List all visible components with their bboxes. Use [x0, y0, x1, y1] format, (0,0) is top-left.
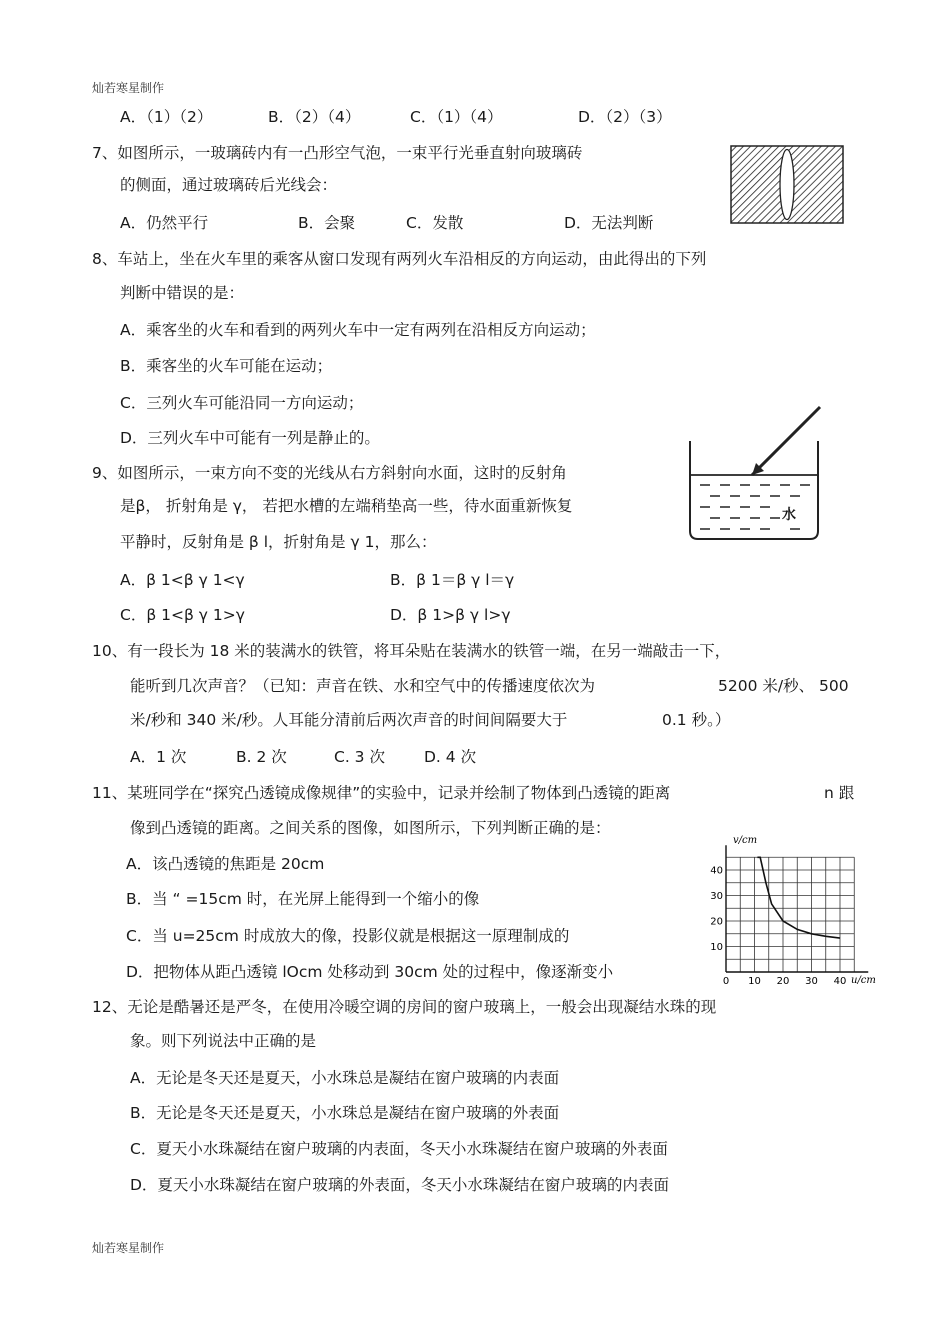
- chart-xlabel: u/cm: [851, 975, 876, 986]
- q6-option-c: C．（1）（4）: [410, 108, 503, 126]
- q11-option-b: B．当 “ =15cm 时，在光屏上能得到一个缩小的像: [126, 890, 480, 908]
- q12-option-c: C．夏天小水珠凝结在窗户玻璃的内表面，冬天小水珠凝结在窗户玻璃的外表面: [130, 1140, 668, 1158]
- q6-option-d: D．（2）（3）: [578, 108, 672, 126]
- glass-brick-figure: [730, 145, 845, 225]
- q11-stem-line1a: 11、某班同学在“探究凸透镜成像规律”的实验中，记录并绘制了物体到凸透镜的距离: [92, 784, 671, 802]
- q10-stem-line3b: 0.1 秒。）: [662, 711, 731, 729]
- q7-option-b: B．会聚: [298, 214, 356, 232]
- air-bubble-shape: [780, 150, 794, 220]
- q6-option-b: B．（2）（4）: [268, 108, 361, 126]
- q8-option-b: B．乘客坐的火车可能在运动；: [120, 357, 333, 375]
- q11-option-d: D．把物体从距凸透镜 lOcm 处移动到 30cm 处的过程中，像逐渐变小: [126, 963, 614, 981]
- q7-stem-line2: 的侧面，通过玻璃砖后光线会：: [120, 176, 338, 194]
- q7-stem-line1: 7、如图所示，一玻璃砖内有一凸形空气泡，一束平行光垂直射向玻璃砖: [92, 144, 583, 162]
- q12-option-a: A．无论是冬天还是夏天，小水珠总是凝结在窗户玻璃的内表面: [130, 1069, 560, 1087]
- q7-option-a: A．仍然平行: [120, 214, 209, 232]
- page-footer: 灿若寒星制作: [92, 1241, 165, 1255]
- q12-stem-line1: 12、无论是酷暑还是严冬，在使用冷暖空调的房间的窗户玻璃上，一般会出现凝结水珠的现: [92, 998, 717, 1016]
- q6-option-a: A．（1）（2）: [120, 108, 213, 126]
- q7-option-c: C．发散: [406, 214, 464, 232]
- q12-option-b: B．无论是冬天还是夏天，小水珠总是凝结在窗户玻璃的外表面: [130, 1104, 560, 1122]
- q12-option-d: D．夏天小水珠凝结在窗户玻璃的外表面，冬天小水珠凝结在窗户玻璃的内表面: [130, 1176, 669, 1194]
- incident-ray: [752, 407, 820, 475]
- q9-option-d: D．β 1>β γ l>γ: [390, 606, 511, 624]
- q11-option-c: C．当 u=25cm 时成放大的像，投影仪就是根据这一原理制成的: [126, 927, 570, 945]
- q9-stem-line3: 平静时，反射角是 β l，折射角是 γ 1，那么：: [120, 533, 437, 551]
- q10-stem-line3a: 米/秒和 340 米/秒。人耳能分清前后两次声音的时间间隔要大于: [130, 711, 568, 729]
- x-tick-label: 10: [748, 976, 761, 987]
- x-tick-label: 40: [833, 976, 847, 987]
- q8-option-d: D．三列火车中可能有一列是静止的。: [120, 429, 380, 447]
- y-tick-label: 20: [710, 916, 723, 928]
- q8-option-a: A．乘客坐的火车和看到的两列火车中一定有两列在沿相反方向运动；: [120, 321, 596, 339]
- y-tick-label: 10: [710, 942, 723, 953]
- q7-option-d: D．无法判断: [564, 214, 654, 232]
- page-header: 灿若寒星制作: [92, 81, 165, 95]
- x-tick-label: 30: [805, 976, 818, 987]
- q8-option-c: C．三列火车可能沿同一方向运动；: [120, 394, 364, 412]
- q9-option-a: A．β 1<β γ 1<γ: [120, 571, 245, 589]
- q11-stem-line1b: n 跟: [824, 784, 855, 802]
- y-tick-label: 40: [710, 865, 723, 877]
- q12-stem-line2: 象。则下列说法中正确的是: [130, 1032, 317, 1050]
- chart-ylabel: v/cm: [733, 835, 758, 846]
- water-tank-figure: [686, 403, 826, 543]
- q8-stem-line2: 判断中错误的是：: [120, 284, 245, 302]
- q9-stem-line2: 是β， 折射角是 γ， 若把水槽的左端稍垫高一些，待水面重新恢复: [120, 497, 573, 515]
- q10-stem-line2a: 能听到几次声音？（已知：声音在铁、水和空气中的传播速度依次为: [130, 677, 596, 695]
- q11-stem-line2: 像到凸透镜的距离。之间关系的图像，如图所示，下列判断正确的是：: [130, 819, 611, 837]
- x-tick-label: 0: [722, 976, 730, 987]
- q10-stem-line1: 10、有一段长为 18 米的装满水的铁管，将耳朵贴在装满水的铁管一端，在另一端敲击一下，: [92, 642, 731, 660]
- uv-graph-chart: [700, 828, 884, 988]
- q10-stem-line2b: 5200 米/秒、 500: [718, 677, 849, 695]
- q8-stem-line1: 8、车站上，坐在火车里的乘客从窗口发现有两列火车沿相反的方向运动，由此得出的下列: [92, 250, 707, 268]
- q9-stem-line1: 9、如图所示，一束方向不变的光线从右方斜射向水面，这时的反射角: [92, 464, 567, 482]
- q9-option-b: B．β 1＝β γ l＝γ: [390, 571, 515, 589]
- y-tick-label: 30: [710, 891, 723, 902]
- series-curve: [757, 857, 840, 938]
- water-label: 水: [782, 507, 796, 523]
- q10-option-c: C. 3 次: [334, 748, 385, 766]
- q10-option-d: D. 4 次: [424, 748, 477, 766]
- x-tick-label: 20: [776, 976, 790, 987]
- q11-option-a: A．该凸透镜的焦距是 20cm: [126, 855, 325, 873]
- q10-option-a: A．1 次: [130, 748, 187, 766]
- q9-option-c: C．β 1<β γ 1>γ: [120, 606, 245, 624]
- q10-option-b: B. 2 次: [236, 748, 287, 766]
- chart-grid: [726, 857, 854, 972]
- chart-series: [757, 857, 840, 938]
